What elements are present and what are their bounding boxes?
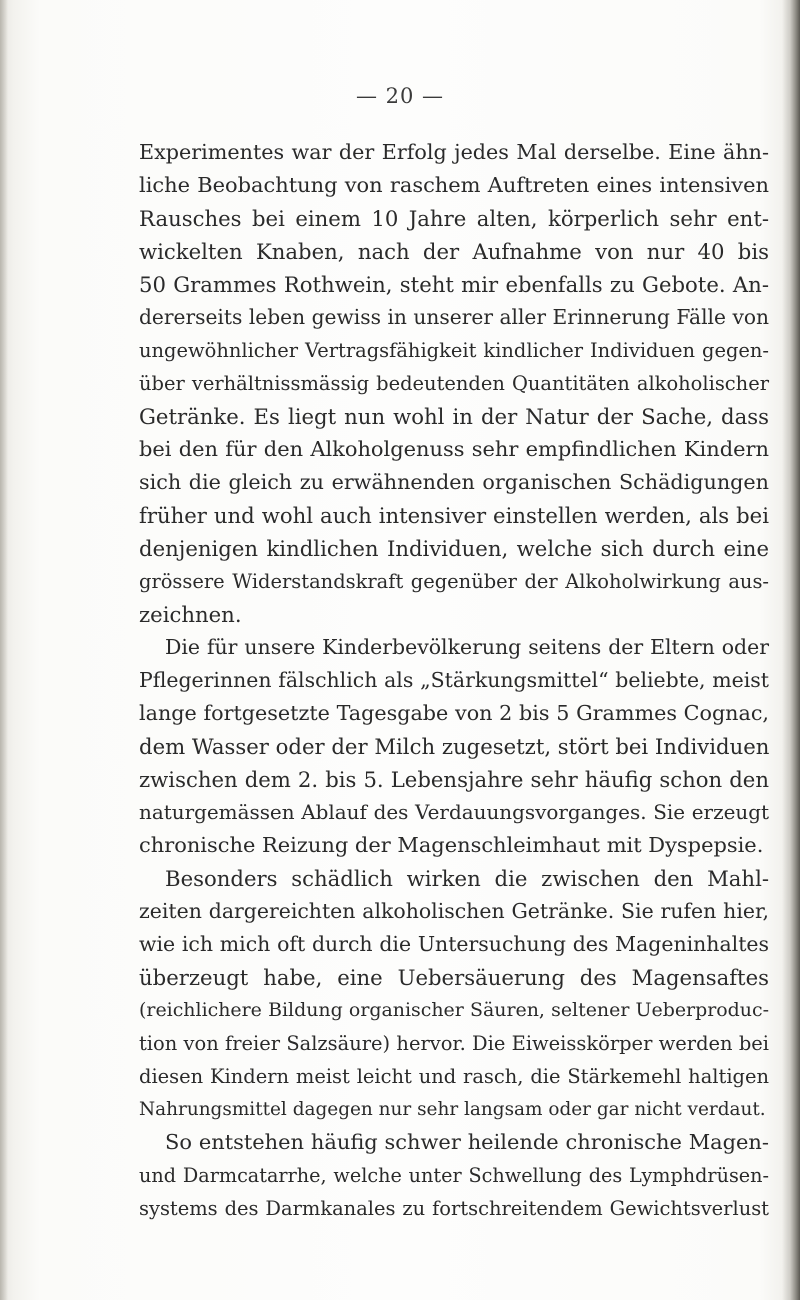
text-line: Pflegerinnen fälschlich als „Stärkungsmittel“ beliebte, meist bbox=[139, 668, 769, 692]
text-line: 50 Grammes Rothwein, steht mir ebenfalls zu Gebote. An- bbox=[139, 272, 769, 297]
text-line: liche Beobachtung von raschem Auftreten eines intensiven bbox=[139, 173, 769, 197]
page-number: — 20 — bbox=[355, 84, 445, 108]
text-line: diesen Kindern meist leicht und rasch, die Stärkemehl haltigen bbox=[139, 1065, 769, 1088]
text-line: und Darmcatarrhe, welche unter Schwellung des Lymphdrüsen- bbox=[139, 1164, 769, 1187]
text-line: (reichlichere Bildung organischer Säuren, seltener Ueberproduc- bbox=[139, 999, 769, 1021]
text-line: Besonders schädlich wirken die zwischen den Mahl- bbox=[165, 866, 769, 891]
text-line: zeichnen. bbox=[139, 602, 242, 627]
text-line: Getränke. Es liegt nun wohl in der Natur der Sache, dass bbox=[139, 404, 769, 429]
text-line: Nahrungsmittel dagegen nur sehr langsam oder gar nicht verdaut. bbox=[139, 1099, 766, 1120]
body-text bbox=[139, 136, 769, 1225]
text-line: Rausches bei einem 10 Jahre alten, körperlich sehr ent- bbox=[139, 206, 769, 231]
text-line: bei den für den Alkoholgenuss sehr empfindlichen Kindern bbox=[139, 437, 769, 461]
text-line: dererseits leben gewiss in unserer aller Erinnerung Fälle von bbox=[139, 305, 769, 329]
text-line: wie ich mich oft durch die Untersuchung des Mageninhaltes bbox=[139, 932, 769, 956]
text-line: Experimentes war der Erfolg jedes Mal derselbe. Eine ähn- bbox=[139, 140, 769, 164]
text-line: tion von freier Salzsäure) hervor. Die Eiweisskörper werden bei bbox=[139, 1032, 769, 1055]
text-line: denjenigen kindlichen Individuen, welche sich durch eine bbox=[139, 536, 769, 561]
text-line: grössere Widerstandskraft gegenüber der Alkoholwirkung aus- bbox=[139, 570, 769, 593]
text-line: sich die gleich zu erwähnenden organischen Schädigungen bbox=[139, 470, 769, 494]
page-left-edge-shadow bbox=[0, 0, 8, 1300]
text-line: Die für unsere Kinderbevölkerung seitens der Eltern oder bbox=[165, 635, 769, 659]
text-line: zwischen dem 2. bis 5. Lebensjahre sehr häufig schon den bbox=[139, 767, 769, 792]
text-line: So entstehen häufig schwer heilende chronische Magen- bbox=[165, 1130, 769, 1154]
text-line: dem Wasser oder der Milch zugesetzt, stört bei Individuen bbox=[139, 734, 770, 759]
text-line: naturgemässen Ablauf des Verdauungsvorganges. Sie erzeugt bbox=[139, 800, 769, 824]
text-line: früher und wohl auch intensiver einstellen werden, als bei bbox=[139, 503, 769, 528]
text-line: überzeugt habe, eine Uebersäuerung des Magensaftes bbox=[139, 965, 769, 990]
text-line: systems des Darmkanales zu fortschreitendem Gewichtsverlust bbox=[139, 1197, 769, 1220]
text-line: wickelten Knaben, nach der Aufnahme von nur 40 bis bbox=[139, 239, 769, 264]
text-line: ungewöhnlicher Vertragsfähigkeit kindlicher Individuen gegen- bbox=[139, 339, 769, 362]
text-line: über verhältnissmässig bedeutenden Quantitäten alkoholischer bbox=[139, 372, 769, 395]
text-line: zeiten dargereichten alkoholischen Getränke. Sie rufen hier, bbox=[139, 899, 769, 923]
text-line: chronische Reizung der Magenschleimhaut mit Dyspepsie. bbox=[139, 833, 764, 857]
text-line: lange fortgesetzte Tagesgabe von 2 bis 5 Grammes Cognac, bbox=[139, 701, 769, 725]
page-right-edge-shadow bbox=[782, 0, 800, 1300]
